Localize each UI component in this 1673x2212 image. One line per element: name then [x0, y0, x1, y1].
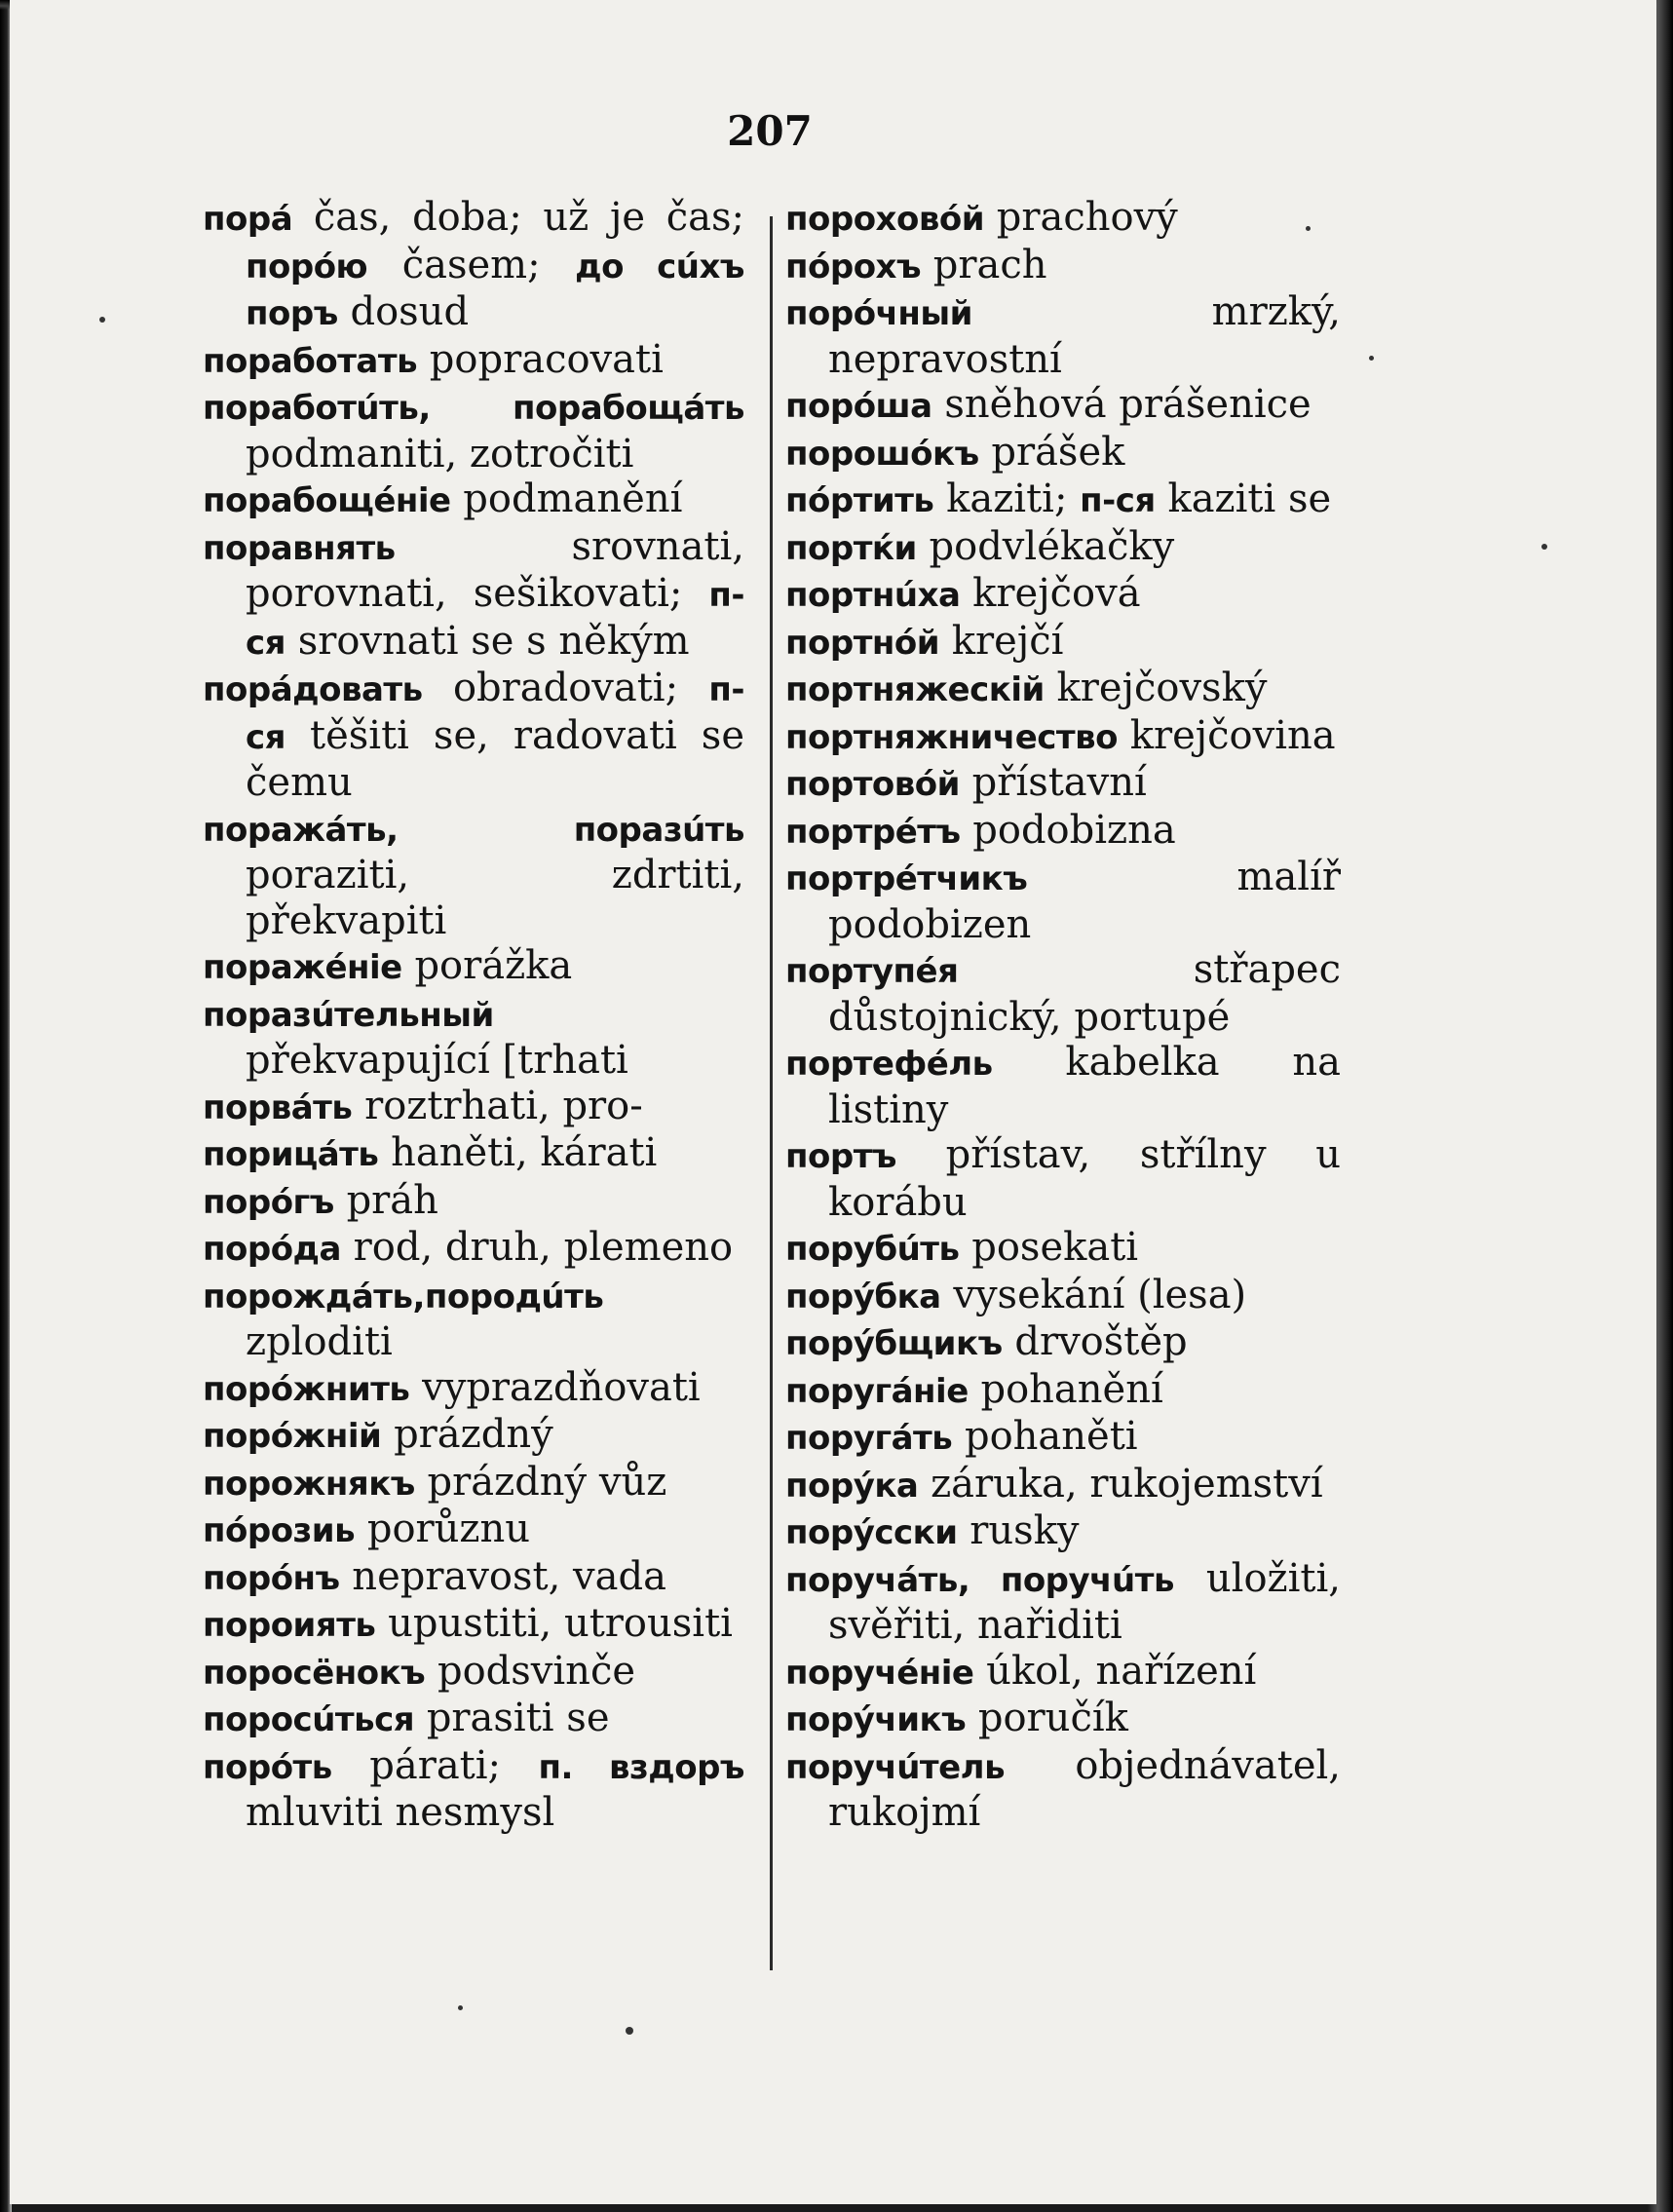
headword: пóрохъ — [785, 247, 922, 286]
dictionary-entry — [203, 1460, 744, 1507]
translation: kaziti; — [933, 477, 1081, 521]
headword: порóнъ — [203, 1558, 340, 1598]
translation: porážka — [401, 943, 573, 988]
headword: портнúха — [785, 576, 961, 615]
dictionary-entry — [785, 619, 1341, 667]
headword: порá — [203, 200, 293, 239]
translation: objednávatel, rukojmí — [828, 1742, 1341, 1835]
translation: prášek — [978, 429, 1125, 475]
dictionary-entry — [203, 384, 744, 477]
dictionary-entry — [785, 430, 1341, 477]
translation: rusky — [957, 1508, 1080, 1553]
headword: порóда — [203, 1230, 341, 1269]
translation: párati; — [331, 1742, 539, 1788]
dictionary-entry — [785, 524, 1341, 572]
translation: podmaniti, zotročiti — [246, 431, 634, 477]
translation: rod, druh, plemeno — [340, 1225, 734, 1270]
headword: портнóй — [785, 623, 940, 663]
dictionary-entry — [785, 1649, 1341, 1697]
dictionary-entry — [785, 808, 1341, 856]
headword: портъ — [785, 1137, 896, 1176]
translation: kabelka na listiny — [828, 1040, 1341, 1132]
dictionary-entry — [785, 666, 1341, 713]
translation: zploditi — [246, 1319, 393, 1364]
headword: порождáть,породúть — [203, 1277, 604, 1316]
dictionary-entry — [785, 571, 1341, 619]
dictionary-entry — [785, 1367, 1341, 1415]
headword: поработúть, порабощáть — [203, 389, 744, 428]
translation: upustiti, utrousiti — [375, 1601, 733, 1646]
headword: порýбка — [785, 1277, 941, 1316]
translation: časem; — [367, 242, 576, 287]
headword: порýчикъ — [785, 1700, 967, 1739]
dictionary-entry — [203, 337, 744, 385]
dictionary-entry — [203, 1365, 744, 1413]
translation: poraziti, zdrtiti, překvapiti — [246, 853, 744, 943]
translation: podvlékačky — [916, 523, 1175, 569]
translation: krejčovský — [1044, 666, 1268, 710]
dictionary-entry — [203, 1273, 744, 1365]
headword: портефéль — [785, 1045, 993, 1084]
dictionary-entry — [785, 713, 1341, 761]
scan-speck — [458, 2005, 463, 2010]
headword: портовóй — [785, 765, 960, 804]
headword: портняжничество — [785, 717, 1118, 757]
dictionary-entry — [203, 1412, 744, 1460]
dictionary-entry — [785, 195, 1341, 243]
translation: pohaněti — [952, 1414, 1138, 1459]
headword: пороиять — [203, 1606, 376, 1645]
headword: порóчный — [785, 294, 972, 333]
translation: podmanění — [450, 477, 683, 521]
dictionary-entry — [785, 1462, 1341, 1509]
translation: srovnati, porovnati, sešikovati; — [246, 523, 744, 616]
dictionary-entry — [203, 477, 744, 524]
headword: порóю — [246, 247, 368, 286]
translation: střapec důstojnický, portupé — [828, 947, 1341, 1040]
dictionary-entry — [785, 243, 1341, 290]
dictionary-entry — [785, 1132, 1341, 1225]
dictionary-entry — [203, 943, 744, 991]
translation: prachový — [984, 195, 1178, 240]
headword: п-ся — [246, 576, 744, 663]
dictionary-entry — [785, 1743, 1341, 1836]
translation: přístavní — [959, 760, 1147, 805]
translation: mluviti nesmysl — [246, 1790, 555, 1835]
translation: podobizna — [960, 807, 1176, 853]
headword: до сúхъ поръ — [246, 247, 744, 333]
dictionary-entry — [203, 1649, 744, 1697]
scan-speck — [1369, 356, 1374, 361]
dictionary-entry — [203, 1554, 744, 1602]
translation: dosud — [337, 289, 470, 334]
translation: přístav, střílny u korábu — [828, 1132, 1341, 1225]
translation: posekati — [959, 1225, 1139, 1270]
dictionary-entry — [203, 991, 744, 1084]
dictionary-entry — [785, 1225, 1341, 1273]
dictionary-entry — [785, 289, 1341, 382]
headword: порицáть — [203, 1135, 379, 1174]
translation: krejčovina — [1118, 712, 1336, 758]
headword: поругáніе — [785, 1371, 969, 1411]
headword: поругáть — [785, 1419, 953, 1458]
dictionary-entry — [785, 1696, 1341, 1743]
translation: poručík — [966, 1696, 1128, 1740]
dictionary-entry — [203, 524, 744, 667]
headword: п. вздоръ — [538, 1747, 744, 1787]
headword: поработать — [203, 341, 418, 381]
headword: поросёнокъ — [203, 1653, 426, 1693]
dictionary-entry — [203, 1084, 744, 1131]
column-divider — [770, 216, 773, 1970]
dictionary-entry — [785, 1556, 1341, 1649]
translation: porůznu — [355, 1506, 531, 1551]
translation: uložiti, svěřiti, nařiditi — [828, 1555, 1341, 1648]
headword: порожнякъ — [203, 1464, 415, 1504]
translation: krejčová — [960, 571, 1141, 616]
page-number: 207 — [727, 107, 813, 155]
dictionary-entry — [203, 1130, 744, 1178]
headword: порáдовать — [203, 670, 423, 709]
translation: podsvinče — [425, 1648, 636, 1694]
dictionary-entry — [785, 1040, 1341, 1132]
dictionary-entry — [785, 1273, 1341, 1320]
scan-speck — [626, 2027, 633, 2035]
dictionary-entry — [203, 1601, 744, 1649]
dictionary-entry — [785, 382, 1341, 430]
scan-speck — [99, 317, 105, 323]
translation: úkol, nařízení — [973, 1648, 1257, 1694]
translation: kaziti se — [1155, 477, 1332, 521]
dictionary-entry — [203, 1225, 744, 1273]
left-column — [203, 195, 744, 1836]
translation: prázdný vůz — [414, 1459, 667, 1505]
headword: порабощéніе — [203, 481, 451, 520]
translation: nepravost, vada — [339, 1553, 666, 1599]
translation: pohanění — [968, 1366, 1163, 1412]
translation: obradovati; — [422, 666, 709, 710]
dictionary-entry — [203, 666, 744, 806]
translation: překvapující [trhati — [246, 1038, 628, 1083]
headword: порýсски — [785, 1513, 958, 1552]
translation: roztrhati, pro- — [352, 1083, 643, 1128]
dictionary-entry — [203, 1506, 744, 1554]
headword: портупéя — [785, 952, 959, 991]
headword: пóрозиь — [203, 1511, 356, 1550]
dictionary-entry — [785, 855, 1341, 947]
translation: haněti, kárati — [378, 1130, 658, 1175]
dictionary-entry — [203, 1743, 744, 1836]
scan-speck — [1306, 226, 1311, 231]
translation: těšiti se, radovati se čemu — [246, 712, 744, 805]
dictionary-entry — [785, 1319, 1341, 1367]
dictionary-page — [10, 0, 1656, 2204]
headword: поручéніе — [785, 1653, 974, 1693]
translation: prasiti se — [414, 1696, 610, 1740]
headword: поручúтель — [785, 1747, 1006, 1787]
dictionary-entry — [785, 477, 1341, 524]
headword: портрéтчикъ — [785, 859, 1028, 898]
headword: порошóкъ — [785, 434, 979, 474]
translation: popracovati — [417, 336, 664, 382]
headword: поросúться — [203, 1700, 415, 1739]
dictionary-entry — [785, 1414, 1341, 1462]
headword: порóша — [785, 387, 932, 426]
headword: поражéніе — [203, 948, 402, 987]
translation: sněhová prášenice — [932, 382, 1312, 427]
dictionary-entry — [785, 947, 1341, 1040]
translation: mrzký, nepravostní — [828, 289, 1341, 382]
headword: портняжескій — [785, 670, 1045, 709]
headword: поравнять — [203, 528, 396, 568]
scan-speck — [1541, 544, 1547, 550]
translation: práh — [333, 1177, 438, 1223]
headword: портќи — [785, 528, 917, 568]
right-column — [785, 195, 1341, 1836]
headword: пороховóй — [785, 200, 985, 239]
translation: záruka, rukojemství — [918, 1461, 1323, 1506]
headword: порýка — [785, 1466, 919, 1506]
headword: п-ся — [246, 670, 744, 757]
headword: порóть — [203, 1747, 332, 1787]
translation: vyprazdňovati — [409, 1364, 701, 1410]
dictionary-entry — [203, 195, 744, 337]
headword: пóртить — [785, 481, 934, 520]
translation: prázdný — [381, 1412, 553, 1457]
translation: prach — [921, 242, 1047, 287]
translation: malíř podobizen — [828, 855, 1341, 947]
headword: порýбщикъ — [785, 1324, 1003, 1363]
dictionary-entry — [785, 760, 1341, 808]
translation: vysekání (lesa) — [940, 1272, 1247, 1317]
translation: čas, doba; už je čas; — [292, 195, 744, 240]
headword: поручáть, поручúть — [785, 1560, 1174, 1600]
translation: krejčí — [939, 618, 1064, 664]
headword: порóжнить — [203, 1369, 410, 1409]
translation: drvoštěp — [1002, 1319, 1188, 1364]
dictionary-entry — [203, 806, 744, 944]
headword: поразúтельный — [203, 995, 494, 1035]
dictionary-entry — [203, 1696, 744, 1743]
dictionary-entry — [785, 1508, 1341, 1556]
translation: srovnati se s někým — [285, 618, 690, 664]
headword: п-ся — [1080, 481, 1156, 520]
headword: порвáть — [203, 1087, 353, 1127]
dictionary-entry — [203, 1178, 744, 1226]
headword: поражáть, поразúть — [203, 810, 744, 850]
headword: порóгъ — [203, 1182, 334, 1222]
headword: порубúть — [785, 1230, 960, 1269]
headword: портрéтъ — [785, 812, 961, 852]
headword: порóжній — [203, 1417, 382, 1456]
